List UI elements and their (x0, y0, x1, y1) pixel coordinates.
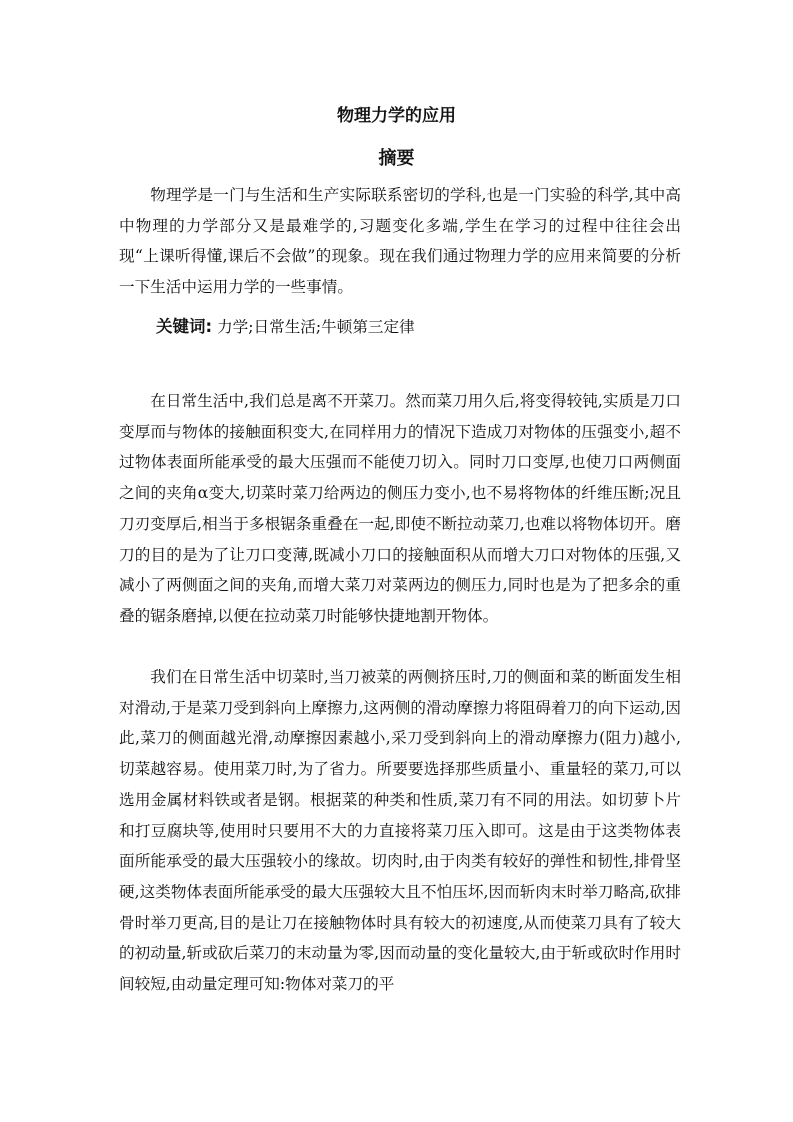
abstract-heading: 摘要 (378, 148, 415, 169)
abstract-paragraph: 物理学是一门与生活和生产实际联系密切的学科,也是一门实验的科学,其中高中物理的力学部分又是最难学的,习题变化多端,学生在学习的过程中往往会出现“上课听得懂,课后不会做”的现象。现在我们通过物理力学的应用来简要的分析一下生活中运用力学的一些事情。 (119, 186, 681, 297)
document-title: 物理力学的应用 (337, 106, 456, 126)
keywords-label: 关键词: (156, 317, 213, 336)
keywords-text: 力学;日常生活;牛顿第三定律 (217, 318, 415, 336)
body-paragraph: 在日常生活中,我们总是离不开菜刀。然而菜刀用久后,将变得较钝,实质是刀口变厚而与物体的接触面积变大,在同样用力的情况下造成刀对物体的压强变小,超不过物体表面所能承受的最大压强而不能使刀切入。同时刀口变厚,也使刀口两侧面之间的夹角α变大,切菜时菜刀给两边的侧压力变小,也不易将物体的纤维压断;况且刀刃变厚后,相当于多根锯条重叠在一起,即使不断拉动菜刀,也难以将物体切开。磨刀的目的是为了让刀口变薄,既减小刀口的接触面积从而增大刀口对物体的压强,又减小了两侧面之间的夹角,而增大菜刀对菜两边的侧压力,同时也是为了把多余的重叠的锯条磨掉,以便在拉动菜刀时能够快捷地割开物体。 (119, 392, 681, 625)
keywords-line (156, 313, 415, 341)
body-paragraph: 我们在日常生活中切菜时,当刀被菜的两侧挤压时,刀的侧面和菜的断面发生相对滑动,于是菜刀受到斜向上摩擦力,这两侧的滑动摩擦力将阻碍着刀的向下运动,因此,菜刀的侧面越光滑,动摩擦因素越小,采刀受到斜向上的滑动摩擦力(阻力)越小,切菜越容易。使用菜刀时,为了省力。所要要选择那些质量小、重量轻的菜刀,可以选用金属材料铁或者是钢。根据菜的种类和性质,菜刀有不同的用法。如切萝卜片和打豆腐块等,使用时只要用不大的力直接将菜刀压入即可。这是由于这类物体表面所能承受的最大压强较小的缘故。切肉时,由于肉类有较好的弹性和韧性,排骨坚硬,这类物体表面所能承受的最大压强较大且不怕压坏,因而斩肉末时举刀略高,砍排骨时举刀更高,目的是让刀在接触物体时具有较大的初速度,从而使菜刀具有了较大的初动量,斩或砍后菜刀的末动量为零,因而动量的变化量较大,由于斩或砍时作用时间较短,由动量定理可知:物体对菜刀的平 (119, 668, 681, 994)
